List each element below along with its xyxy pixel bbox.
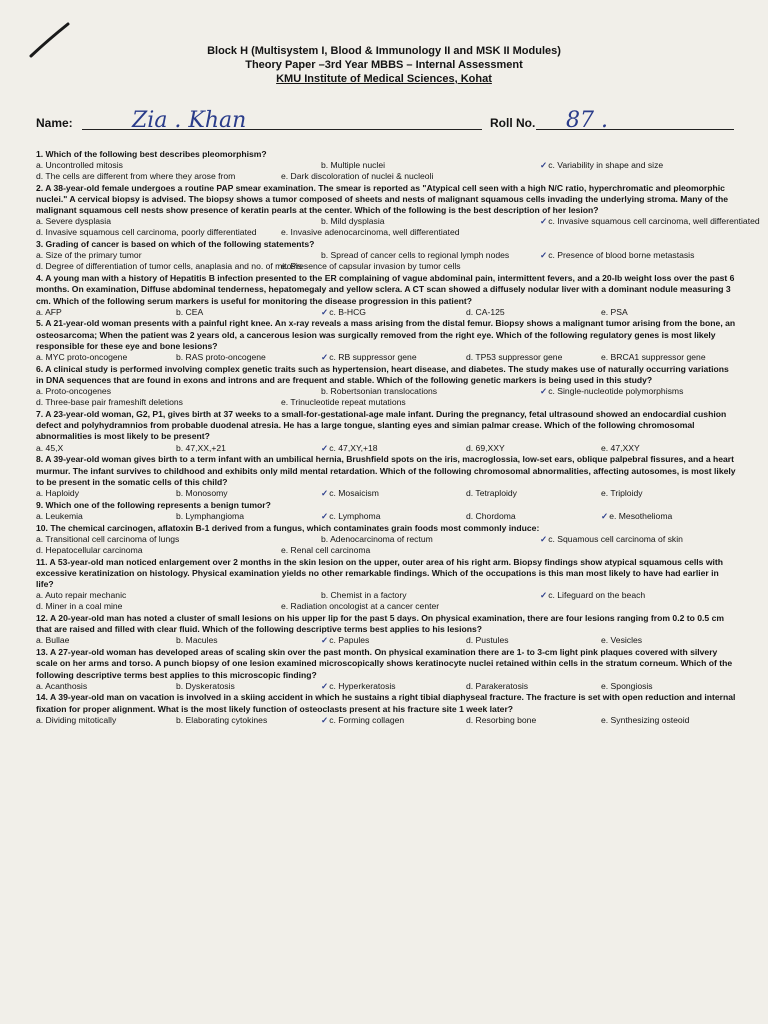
answer-option[interactable] (36, 250, 142, 261)
tick-mark-icon: ✓ (540, 590, 548, 601)
option-text: d. Parakeratosis (466, 680, 529, 691)
option-text: b. Dyskeratosis (176, 680, 235, 691)
option-text: d. 69,XXY (466, 442, 505, 453)
option-text: d. Hepatocellular carcinoma (36, 544, 143, 555)
tick-mark-icon: ✓ (321, 635, 329, 646)
option-text: b. Elaborating cytokines (176, 714, 268, 725)
option-text: d. Resorbing bone (466, 714, 537, 725)
answer-option[interactable] (36, 715, 116, 726)
answer-option[interactable] (36, 386, 111, 397)
option-text: b. Macules (176, 635, 218, 646)
option-row (36, 261, 736, 272)
question-item (36, 454, 736, 499)
option-text: e. Vesicles (601, 635, 643, 646)
answer-option[interactable] (466, 681, 528, 692)
option-row (36, 534, 736, 545)
option-row (36, 545, 736, 556)
answer-option[interactable] (36, 397, 183, 408)
option-row (36, 216, 760, 227)
answer-option[interactable] (36, 171, 235, 182)
answer-option[interactable] (540, 250, 694, 261)
option-text: a. Transitional cell carcinoma of lungs (36, 533, 180, 544)
option-row (36, 250, 736, 261)
paper-title: Block H (Multisystem I, Blood & Immunology II and MSK II Modules) (207, 45, 561, 57)
option-text: a. Bullae (36, 635, 70, 646)
question-item (36, 613, 736, 647)
handwritten-name: Zia . Khan (132, 108, 247, 133)
option-text: a. Proto-oncogenes (36, 386, 112, 397)
answer-option[interactable] (321, 590, 407, 601)
tick-mark-icon: ✓ (540, 386, 548, 397)
option-text: c. Squamous cell carcinoma of skin (548, 533, 683, 544)
question-item (36, 364, 736, 409)
question-item (36, 409, 736, 454)
answer-option[interactable] (321, 386, 437, 397)
option-row (36, 590, 736, 601)
answer-option[interactable] (36, 227, 257, 238)
answer-option[interactable] (321, 250, 509, 261)
option-text: e. Renal cell carcinoma (281, 544, 371, 555)
option-text: a. Dividing mitotically (36, 714, 117, 725)
question-item (36, 523, 736, 557)
option-text: d. Three-base pair frameshift deletions (36, 397, 183, 408)
option-text: b. Adenocarcinoma of rectum (321, 533, 433, 544)
option-text: c. Variability in shape and size (548, 159, 664, 170)
answer-option[interactable] (176, 635, 218, 646)
option-text: a. Auto repair mechanic (36, 590, 127, 601)
option-text: e. Triploidy (601, 487, 643, 498)
paper-subtitle: Theory Paper –3rd Year MBBS – Internal Assessment (245, 59, 523, 71)
answer-option[interactable] (321, 511, 380, 522)
option-text: e. PSA (601, 306, 628, 317)
option-text: e. 47,XXY (601, 442, 640, 453)
answer-option[interactable] (321, 534, 433, 545)
answer-option[interactable] (466, 307, 505, 318)
answer-option[interactable] (601, 488, 643, 499)
answer-option[interactable] (601, 443, 640, 454)
option-row (36, 386, 736, 397)
option-text: d. Chordoma (466, 510, 516, 521)
answer-option[interactable] (601, 511, 672, 522)
answer-option[interactable] (321, 160, 385, 171)
option-text: a. Severe dysplasia (36, 216, 111, 227)
option-text: c. B-HCG (329, 306, 366, 317)
question-stem: 13. A 27-year-old woman has developed areas of scaling skin over the past month. On physical examination there are 1- to 3-cm light pink plaques covered with silvery scale on her arms and torso. A punch biopsy of one lesion examined microscopically shows keratinocyte nuclei retained within cells in the stratum corneum. Which of the following descriptive terms best applies to this microscopic finding? (36, 647, 733, 680)
option-text: d. Degree of differentiation of tumor cells, anaplasia and no. of mitosis (36, 261, 302, 272)
option-text: d. Pustules (466, 635, 509, 646)
option-text: b. 47,XX,+21 (176, 442, 226, 453)
answer-option[interactable] (36, 681, 87, 692)
answer-option[interactable] (321, 715, 404, 726)
answer-option[interactable] (36, 635, 69, 646)
answer-option[interactable] (281, 171, 433, 182)
student-info (36, 108, 736, 136)
option-row (36, 511, 736, 522)
option-row (36, 397, 736, 408)
option-row (36, 635, 736, 646)
answer-option[interactable] (601, 307, 628, 318)
answer-option[interactable] (36, 307, 62, 318)
paper-header (0, 44, 768, 86)
option-text: a. 45,X (36, 442, 64, 453)
answer-option[interactable] (176, 715, 267, 726)
option-text: b. Multiple nuclei (321, 159, 386, 170)
question-stem: 2. A 38-year-old female undergoes a routine PAP smear examination. The smear is reported as "Atypical cell seen with a high N/C ratio, hyperchromatic and pleomorphic nuclei." A cervical biopsy is advised. The biopsy shows a tumor composed of sheets and nests of malignant squamous cells invading the underlying stroma. Many of the malignant squamous cell nests show presence of keratin pearls at the center. Which of the following is the best description of her lesion? (36, 182, 729, 215)
answer-option[interactable] (36, 601, 122, 612)
tick-mark-icon: ✓ (601, 510, 609, 521)
answer-option[interactable] (36, 511, 83, 522)
question-stem: 5. A 21-year-old woman presents with a painful right knee. An x-ray reveals a mass arising from the distal femur. Biopsy shows a malignant tumor arising from the bone, an osteosarcoma; When the patient was 2 years old, a cancerous lesion was surgically removed from the right eye. Which of the following regulatory genes is most likely responsible for these eye and bone lesions? (36, 318, 736, 351)
option-text: c. Papules (329, 635, 370, 646)
option-text: e. Invasive adenocarcinoma, well differentiated (281, 227, 460, 238)
answer-option[interactable] (281, 601, 439, 612)
question-item (36, 239, 736, 273)
answer-option[interactable] (321, 681, 396, 692)
tick-mark-icon: ✓ (540, 250, 548, 261)
question-stem: 1. Which of the following best describes pleomorphism? (36, 148, 267, 159)
answer-option[interactable] (176, 681, 235, 692)
tick-mark-icon: ✓ (321, 352, 329, 363)
option-text: a. Acanthosis (36, 680, 88, 691)
option-text: c. Single-nucleotide polymorphisms (548, 386, 684, 397)
option-text: b. CEA (176, 306, 204, 317)
option-text: e. Radiation oncologist at a cancer center (281, 601, 440, 612)
option-row (36, 171, 736, 182)
option-text: e. Spongiosis (601, 680, 653, 691)
option-text: e. Presence of capsular invasion by tumor cells (281, 261, 461, 272)
option-text: c. Hyperkeratosis (329, 680, 396, 691)
option-row (36, 352, 736, 363)
answer-option[interactable] (601, 715, 689, 726)
tick-mark-icon: ✓ (321, 306, 329, 317)
answer-option[interactable] (540, 386, 683, 397)
option-text: b. Monosomy (176, 487, 228, 498)
question-stem: 3. Grading of cancer is based on which of the following statements? (36, 239, 315, 250)
name-label: Name: (36, 116, 73, 130)
answer-option[interactable] (281, 227, 460, 238)
answer-option[interactable] (466, 488, 517, 499)
answer-option[interactable] (36, 261, 302, 272)
question-item (36, 182, 760, 239)
question-stem: 14. A 39-year-old man on vacation is involved in a skiing accident in which he sustains a right tibial diaphyseal fracture. The fracture is set with open reduction and internal fixation for proper alignment. What is the most likely function of osteoclasts present at his fracture site 1 week later? (36, 692, 736, 714)
institute-name: KMU Institute of Medical Sciences, Kohat (276, 73, 492, 85)
question-stem: 12. A 20-year-old man has noted a cluster of small lesions on his upper lip for the past 5 days. On physical examination, there are four lesions ranging from 0.2 to 0.5 cm that are raised and filled with clear fluid. Which of the following descriptive terms best applies to his lesions? (36, 613, 725, 635)
tick-mark-icon: ✓ (540, 216, 548, 227)
option-text: d. The cells are different from where they arose from (36, 170, 236, 181)
tick-mark-icon: ✓ (321, 714, 329, 725)
option-row (36, 307, 736, 318)
answer-option[interactable] (466, 352, 562, 363)
question-item (36, 557, 736, 613)
option-text: d. Miner in a coal mine (36, 601, 123, 612)
answer-option[interactable] (540, 534, 683, 545)
handwritten-roll: 87 . (566, 108, 608, 133)
tick-mark-icon: ✓ (540, 159, 548, 170)
question-list (36, 148, 760, 726)
option-text: b. Robertsonian translocations (321, 386, 438, 397)
answer-option[interactable] (176, 352, 266, 363)
answer-option[interactable] (36, 545, 143, 556)
question-item (36, 149, 736, 183)
option-text: b. Chemist in a factory (321, 590, 407, 601)
option-text: c. 47,XY,+18 (329, 442, 378, 453)
answer-option[interactable] (601, 681, 653, 692)
answer-option[interactable] (36, 443, 63, 454)
option-text: b. RAS proto-oncogene (176, 352, 266, 363)
option-row (36, 601, 736, 612)
option-text: b. Lymphangioma (176, 510, 244, 521)
question-item (36, 647, 736, 692)
option-text: e. Mesothelioma (609, 510, 673, 521)
option-row (36, 443, 736, 454)
answer-option[interactable] (176, 488, 228, 499)
question-stem: 7. A 23-year-old woman, G2, P1, gives birth at 37 weeks to a small-for-gestational-age male infant. During the pregnancy, fetal ultrasound showed an endocardial cushion defect and polyhydramnios from probable duodenal atresia. He has a large tongue, slanting eyes and simian palmar crease. Which of the following chromosomal abnormalities is most likely to be present? (36, 409, 727, 442)
answer-option[interactable] (176, 443, 226, 454)
question-stem: 8. A 39-year-old woman gives birth to a term infant with an umbilical hernia, Brushfield spots on the iris, macroglossia, low-set ears, oblique palpebral fissures, and a heart murmur. The infant survives to childhood and exhibits only mild mental retardation. Which of the following chromosomal abnormalities, affecting autosomes, is most likely to be present in the somatic cells of this child? (36, 454, 736, 487)
tick-mark-icon: ✓ (321, 442, 329, 453)
option-text: a. Leukemia (36, 510, 83, 521)
tick-mark-icon: ✓ (540, 533, 548, 544)
answer-option[interactable] (466, 443, 505, 454)
tick-mark-icon: ✓ (321, 510, 329, 521)
answer-option[interactable] (540, 160, 663, 171)
answer-option[interactable] (540, 216, 760, 227)
option-text: b. Mild dysplasia (321, 216, 385, 227)
answer-option[interactable] (36, 534, 179, 545)
question-item (36, 500, 736, 522)
option-text: a. MYC proto-oncogene (36, 352, 128, 363)
option-text: a. Size of the primary tumor (36, 250, 142, 261)
answer-option[interactable] (321, 443, 378, 454)
answer-option[interactable] (321, 488, 379, 499)
option-row (36, 715, 736, 726)
option-text: c. Lymphoma (329, 510, 381, 521)
option-text: e. Dark discoloration of nuclei & nucleoli (281, 170, 434, 181)
question-item (36, 318, 736, 363)
answer-option[interactable] (281, 261, 461, 272)
option-text: d. Tetraploidy (466, 487, 517, 498)
option-text: c. Mosaicism (329, 487, 379, 498)
answer-option[interactable] (321, 352, 417, 363)
question-item (36, 692, 736, 726)
answer-option[interactable] (176, 307, 203, 318)
option-text: c. Invasive squamous cell carcinoma, well differentiated (548, 216, 760, 227)
option-row (36, 227, 736, 238)
option-text: d. TP53 suppressor gene (466, 352, 563, 363)
option-text: c. Forming collagen (329, 714, 405, 725)
option-text: d. CA-125 (466, 306, 505, 317)
option-text: e. Synthesizing osteoid (601, 714, 690, 725)
answer-option[interactable] (321, 216, 385, 227)
question-stem: 4. A young man with a history of Hepatitis B infection presented to the ER complaining of vague abdominal pain, intermittent fevers, and a 20-lb weight loss over the past 6 months. On examination, Diffuse abdominal tenderness, hepatomegaly and yellow sclera. A CT scan showed a diffusely nodular liver with a dominant nodule measuring 3 cm. Which of the following serum markers is useful for monitoring the disease progression in this patient? (36, 273, 735, 306)
answer-option[interactable] (281, 545, 370, 556)
question-item (36, 273, 736, 318)
answer-option[interactable] (176, 511, 244, 522)
option-text: b. Spread of cancer cells to regional lymph nodes (321, 250, 510, 261)
answer-option[interactable] (321, 307, 366, 318)
answer-option[interactable] (321, 635, 369, 646)
question-stem: 11. A 53-year-old man noticed enlargement over 2 months in the skin lesion on the upper, outer area of his right arm. Biopsy findings show atypical squamous cells with excessive keratinization on histology. Physical examination yields no other remarkable findings. Which of the occupations is this man most likely to have had earlier in life? (36, 556, 724, 589)
answer-option[interactable] (36, 352, 127, 363)
option-text: c. Lifeguard on the beach (548, 590, 646, 601)
answer-option[interactable] (540, 590, 645, 601)
question-stem: 6. A clinical study is performed involving complex genetic traits such as hypertension, heart disease, and diabetes. The study makes use of naturally occurring variations in DNA sequences that are found in exons and introns and are frequent and stable. Which of the following genetic markers is being used in this study? (36, 363, 729, 385)
option-text: a. Haploidy (36, 487, 79, 498)
option-text: d. Invasive squamous cell carcinoma, poorly differentiated (36, 227, 257, 238)
answer-option[interactable] (466, 511, 516, 522)
option-row (36, 681, 736, 692)
option-text: c. RB suppressor gene (329, 352, 417, 363)
tick-mark-icon: ✓ (321, 487, 329, 498)
answer-option[interactable] (281, 397, 406, 408)
option-row (36, 160, 736, 171)
answer-option[interactable] (36, 488, 79, 499)
option-text: e. Trinucleotide repeat mutations (281, 397, 406, 408)
answer-option[interactable] (601, 352, 706, 363)
answer-option[interactable] (466, 715, 536, 726)
answer-option[interactable] (36, 160, 123, 171)
option-text: c. Presence of blood borne metastasis (548, 250, 695, 261)
option-row (36, 488, 736, 499)
tick-mark-icon: ✓ (321, 680, 329, 691)
answer-option[interactable] (36, 590, 126, 601)
option-text: a. AFP (36, 306, 62, 317)
roll-label: Roll No. (490, 116, 536, 130)
answer-option[interactable] (601, 635, 642, 646)
option-text: a. Uncontrolled mitosis (36, 159, 123, 170)
option-text: e. BRCA1 suppressor gene (601, 352, 706, 363)
question-stem: 10. The chemical carcinogen, aflatoxin B-1 derived from a fungus, which contaminates grain foods most commonly induce: (36, 522, 540, 533)
answer-option[interactable] (36, 216, 111, 227)
answer-option[interactable] (466, 635, 509, 646)
question-stem: 9. Which one of the following represents a benign tumor? (36, 499, 271, 510)
